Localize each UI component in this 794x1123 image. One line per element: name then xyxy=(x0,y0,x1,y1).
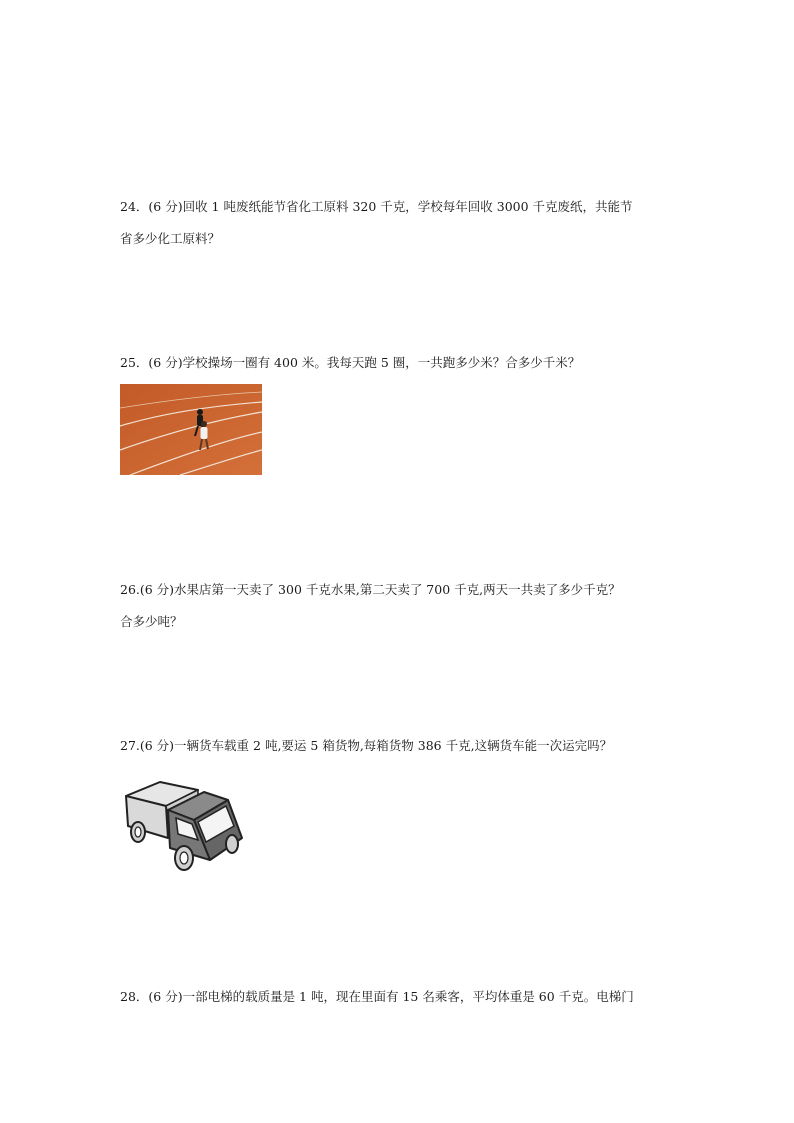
question-24 xyxy=(120,191,676,255)
question-26 xyxy=(120,574,676,638)
question-28-line-1: 28．(6 分)一部电梯的载质量是 1 吨，现在里面有 15 名乘客，平均体重是 60 千克。电梯门 xyxy=(120,989,634,1004)
truck-illustration xyxy=(120,778,244,874)
question-26-line-2: 合多少吨？ xyxy=(120,614,183,629)
question-26-line-1: 26.(6 分)水果店第一天卖了 300 千克水果,第二天卖了 700 千克,两天一共卖了多少千克？ xyxy=(120,582,621,597)
question-27-line-1: 27.(6 分)一辆货车载重 2 吨,要运 5 箱货物,每箱货物 386 千克,这辆货车能一次运完吗？ xyxy=(120,738,613,753)
question-28 xyxy=(120,981,676,1013)
question-24-line-2: 省多少化工原料？ xyxy=(120,231,221,246)
question-27 xyxy=(120,730,676,762)
question-24-line-1: 24．(6 分)回收 1 吨废纸能节省化工原料 320 千克，学校每年回收 3000 千克废纸，共能节 xyxy=(120,199,633,214)
running-track-photo xyxy=(120,384,262,475)
question-25 xyxy=(120,347,676,379)
question-25-line-1: 25．(6 分)学校操场一圈有 400 米。我每天跑 5 圈，一共跑多少米？合多少千米？ xyxy=(120,355,581,370)
